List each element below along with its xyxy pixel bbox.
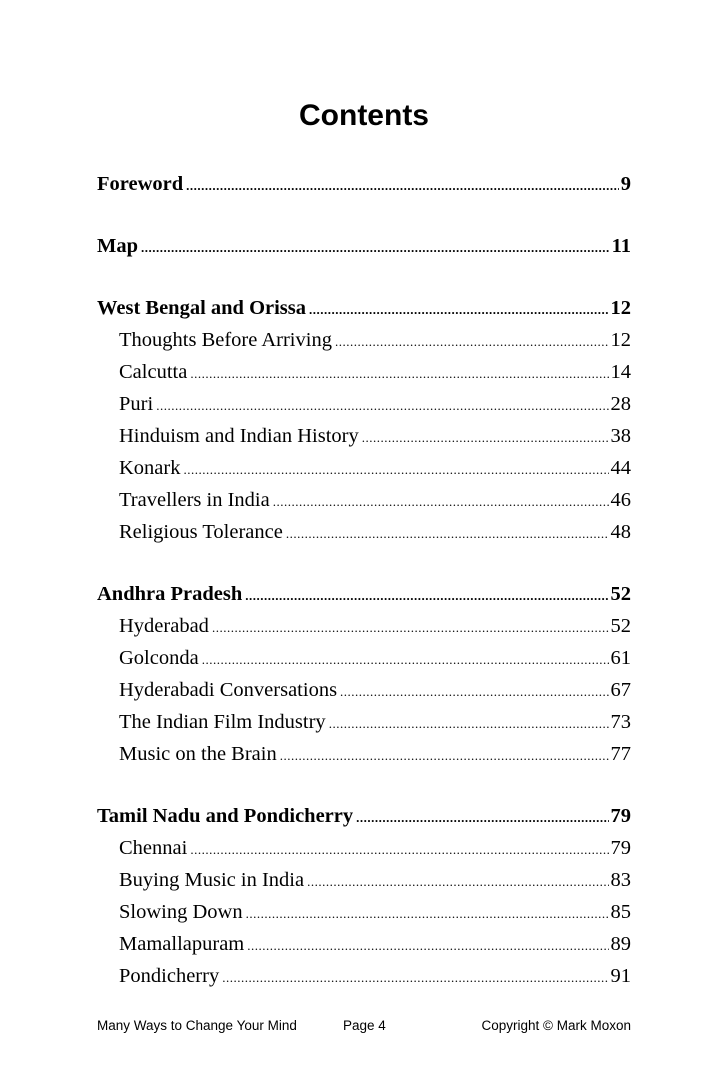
page-number: 79 — [610, 805, 631, 827]
page-number: 67 — [610, 679, 631, 701]
dot-leader — [307, 866, 608, 898]
dot-leader — [245, 580, 608, 612]
page-number: 12 — [610, 297, 631, 319]
page-number: 46 — [610, 489, 631, 511]
footer-copyright: Copyright © Mark Moxon — [481, 1018, 631, 1033]
dot-leader — [190, 358, 608, 390]
dot-leader — [329, 708, 609, 740]
section-title: Hinduism and Indian History — [119, 425, 359, 447]
dot-leader — [280, 740, 609, 772]
section-title: Slowing Down — [119, 901, 243, 923]
section-title: Konark — [119, 457, 181, 479]
section-title: Pondicherry — [119, 965, 220, 987]
dot-leader — [190, 834, 608, 866]
toc-section[interactable] — [97, 706, 631, 738]
dot-leader — [309, 294, 608, 326]
dot-leader — [362, 422, 609, 454]
chapter-title: Map — [97, 235, 138, 257]
section-title: Puri — [119, 393, 154, 415]
page-number: 44 — [610, 457, 631, 479]
toc-section[interactable] — [97, 484, 631, 516]
toc-section[interactable] — [97, 324, 631, 356]
page-number: 77 — [610, 743, 631, 765]
section-title: The Indian Film Industry — [119, 711, 326, 733]
page-number: 79 — [610, 837, 631, 859]
dot-leader — [356, 802, 608, 834]
toc-chapter-map[interactable] — [97, 230, 631, 262]
section-title: Mamallapuram — [119, 933, 245, 955]
page-title: Contents — [299, 99, 429, 132]
toc-section[interactable] — [97, 642, 631, 674]
page-number: 28 — [610, 393, 631, 415]
toc-section[interactable] — [97, 420, 631, 452]
dot-leader — [186, 170, 619, 202]
toc-section[interactable] — [97, 928, 631, 960]
page-number: 52 — [610, 615, 631, 637]
section-title: Music on the Brain — [119, 743, 277, 765]
page-footer — [97, 1017, 631, 1035]
toc-section[interactable] — [97, 960, 631, 992]
chapter-title: Foreword — [97, 173, 184, 195]
footer-page-number: Page 4 — [343, 1018, 386, 1033]
section-title: Travellers in India — [119, 489, 270, 511]
toc-section[interactable] — [97, 388, 631, 420]
footer-book-title: Many Ways to Change Your Mind — [97, 1018, 297, 1033]
page-number: 52 — [610, 583, 631, 605]
page-number: 11 — [611, 235, 631, 257]
toc-section[interactable] — [97, 610, 631, 642]
page-number: 38 — [610, 425, 631, 447]
dot-leader — [212, 612, 609, 644]
toc-chapter-andhra-pradesh[interactable] — [97, 578, 631, 610]
dot-leader — [202, 644, 609, 676]
page-number: 61 — [610, 647, 631, 669]
dot-leader — [247, 930, 608, 962]
page-number: 85 — [610, 901, 631, 923]
dot-leader — [340, 676, 608, 708]
toc-section[interactable] — [97, 356, 631, 388]
toc-chapter-tamil-nadu[interactable] — [97, 800, 631, 832]
section-title: Golconda — [119, 647, 199, 669]
page-number: 12 — [610, 329, 631, 351]
toc-section[interactable] — [97, 864, 631, 896]
toc-chapter-west-bengal[interactable] — [97, 292, 631, 324]
page-number: 9 — [620, 173, 631, 195]
page-number: 14 — [610, 361, 631, 383]
toc-chapter-foreword[interactable] — [97, 168, 631, 200]
chapter-title: Tamil Nadu and Pondicherry — [97, 805, 354, 827]
section-title: Religious Tolerance — [119, 521, 283, 543]
section-title: Hyderabad — [119, 615, 209, 637]
toc-section[interactable] — [97, 738, 631, 770]
section-title: Buying Music in India — [119, 869, 305, 891]
chapter-title: West Bengal and Orissa — [97, 297, 307, 319]
dot-leader — [286, 518, 609, 550]
dot-leader — [183, 454, 608, 486]
section-title: Calcutta — [119, 361, 188, 383]
dot-leader — [335, 326, 609, 358]
section-title: Thoughts Before Arriving — [119, 329, 332, 351]
toc-section[interactable] — [97, 452, 631, 484]
dot-leader — [156, 390, 608, 422]
page-number: 91 — [610, 965, 631, 987]
toc-section[interactable] — [97, 896, 631, 928]
page-number: 83 — [610, 869, 631, 891]
page-number: 89 — [610, 933, 631, 955]
dot-leader — [141, 232, 610, 264]
dot-leader — [246, 898, 609, 930]
page-number: 73 — [610, 711, 631, 733]
toc-section[interactable] — [97, 516, 631, 548]
page-number: 48 — [610, 521, 631, 543]
table-of-contents — [97, 168, 631, 992]
toc-section[interactable] — [97, 674, 631, 706]
dot-leader — [273, 486, 609, 518]
dot-leader — [222, 962, 608, 994]
toc-section[interactable] — [97, 832, 631, 864]
section-title: Hyderabadi Conversations — [119, 679, 338, 701]
chapter-title: Andhra Pradesh — [97, 583, 243, 605]
section-title: Chennai — [119, 837, 188, 859]
